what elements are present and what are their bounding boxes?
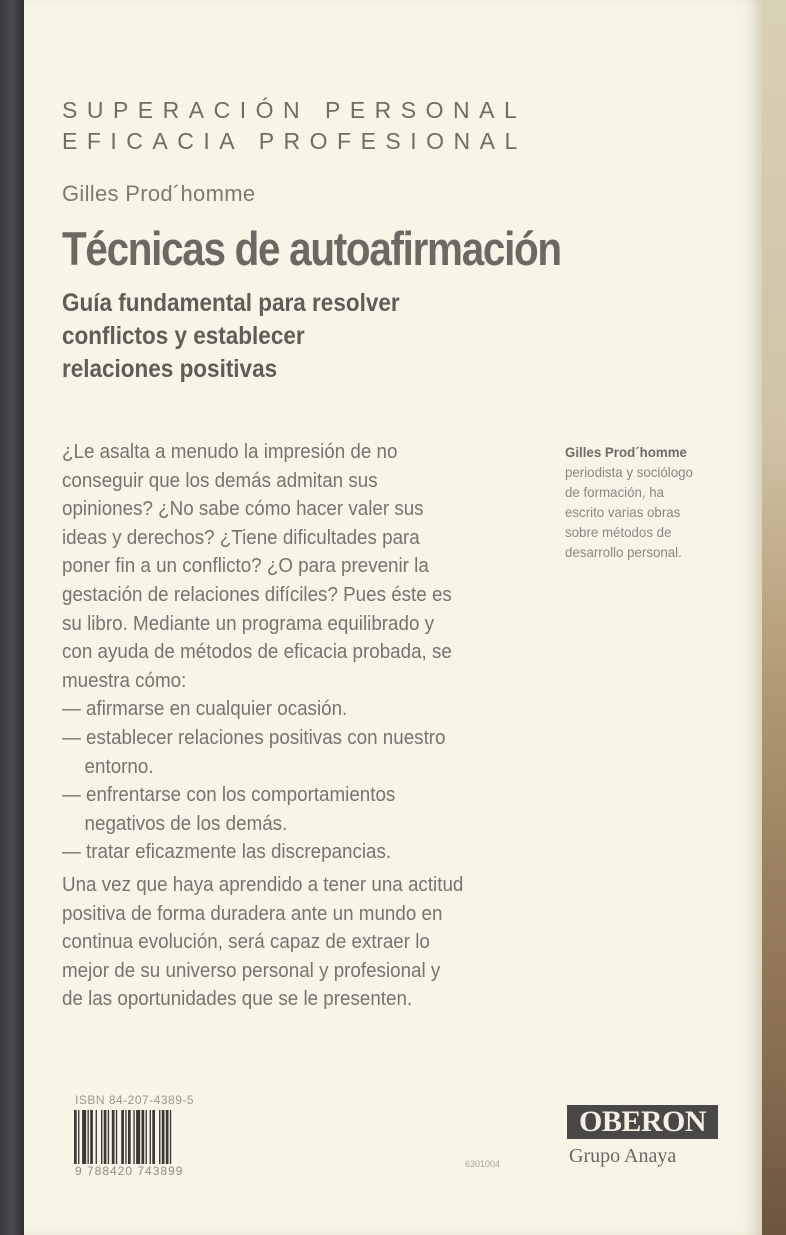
publisher-group: Grupo Anaya [569, 1145, 677, 1167]
bio-line: de formación, ha [565, 484, 665, 500]
blurb-line: mejor de su universo personal y profesional y [62, 959, 441, 982]
barcode-bar [101, 1110, 102, 1164]
blurb-line: Una vez que haya aprendido a tener una actitud [62, 873, 464, 896]
list-item: — establecer relaciones positivas con nuestro [62, 726, 446, 749]
barcode-bar [108, 1110, 109, 1164]
blurb-line: con ayuda de métodos de eficacia probada, se [62, 641, 452, 664]
author-name: Gilles Prod´homme [62, 181, 256, 206]
barcode-bar [133, 1110, 134, 1164]
barcode-bar [88, 1110, 89, 1164]
blurb-line: ¿Le asalta a menudo la impresión de no [62, 441, 398, 463]
series-heading [62, 95, 527, 157]
bio-line: periodista y sociólogo [565, 464, 693, 480]
blurb-line: de las oportunidades que se le presenten. [62, 988, 413, 1011]
barcode-bar [90, 1110, 93, 1164]
barcode-bar [104, 1110, 107, 1164]
barcode-bar [96, 1110, 97, 1164]
blurb-line: opiniones? ¿No sabe cómo hacer valer sus [62, 498, 424, 521]
barcode-bar [112, 1110, 115, 1164]
list-item-continuation: negativos de los demás. [84, 812, 288, 835]
subtitle-line: Guía fundamental para resolver [62, 289, 400, 317]
bio-line: escrito varias obras [565, 504, 681, 520]
barcode-bar [128, 1110, 131, 1164]
isbn-number: ISBN 84-207-4389-5 [75, 1093, 195, 1107]
barcode-bar [78, 1110, 79, 1164]
publisher-logo [567, 1105, 718, 1139]
barcode-bar [74, 1110, 77, 1164]
barcode-bar [159, 1110, 160, 1164]
barcode-bar [170, 1110, 171, 1164]
blurb-line: ideas y derechos? ¿Tiene dificultades para [62, 526, 420, 549]
bio-author-name: Gilles Prod´homme [565, 444, 687, 460]
barcode-bar [150, 1110, 151, 1164]
list-item: — enfrentarse con los comportamientos [62, 784, 396, 807]
barcode-bar [142, 1110, 145, 1164]
barcode-bar [146, 1110, 147, 1164]
bio-line: desarrollo personal. [565, 544, 682, 560]
blurb-line: positiva de forma duradera ante un mundo en [62, 902, 443, 925]
barcode-bar [136, 1110, 140, 1164]
book-subtitle [62, 287, 530, 386]
publisher-logo-text: OBERON [578, 1105, 707, 1138]
subtitle-line: relaciones positivas [62, 355, 278, 383]
barcode-bar [82, 1110, 86, 1164]
blurb-line: conseguir que los demás admitan sus [62, 469, 378, 492]
barcode-bar [121, 1110, 124, 1164]
product-code: 6301004 [465, 1159, 501, 1169]
list-item: — tratar eficazmente las discrepancias. [62, 841, 392, 864]
blurb-line: continua evolución, será capaz de extraer lo [62, 931, 430, 954]
author-bio [565, 442, 746, 562]
barcode-digits: 9 788420 743899 [75, 1164, 184, 1178]
barcode-bar [166, 1110, 169, 1164]
left-spine-edge [0, 0, 24, 1235]
list-item-continuation: entorno. [84, 755, 154, 778]
barcode-bar [116, 1110, 117, 1164]
series-line-1: SUPERACIÓN PERSONAL [62, 97, 527, 123]
blurb-line: muestra cómo: [62, 669, 187, 692]
blurb-line: poner fin a un conflicto? ¿O para prevenir la [62, 555, 429, 578]
list-item: — afirmarse en cualquier ocasión. [62, 698, 348, 721]
blurb-line: gestación de relaciones difíciles? Pues éste es [62, 583, 452, 606]
barcode-bar [125, 1110, 126, 1164]
book-title: Técnicas de autoafirmación [62, 222, 561, 275]
blurb-line: su libro. Mediante un programa equilibrado y [62, 612, 435, 635]
bio-line: sobre métodos de [565, 524, 672, 540]
blurb-text [62, 438, 532, 1014]
barcode-bar [162, 1110, 165, 1164]
barcode-bar [152, 1110, 155, 1164]
subtitle-line: conflictos y establecer [62, 322, 305, 350]
series-line-2: EFICACIA PROFESIONAL [62, 128, 527, 154]
barcode-icon [72, 1110, 204, 1164]
